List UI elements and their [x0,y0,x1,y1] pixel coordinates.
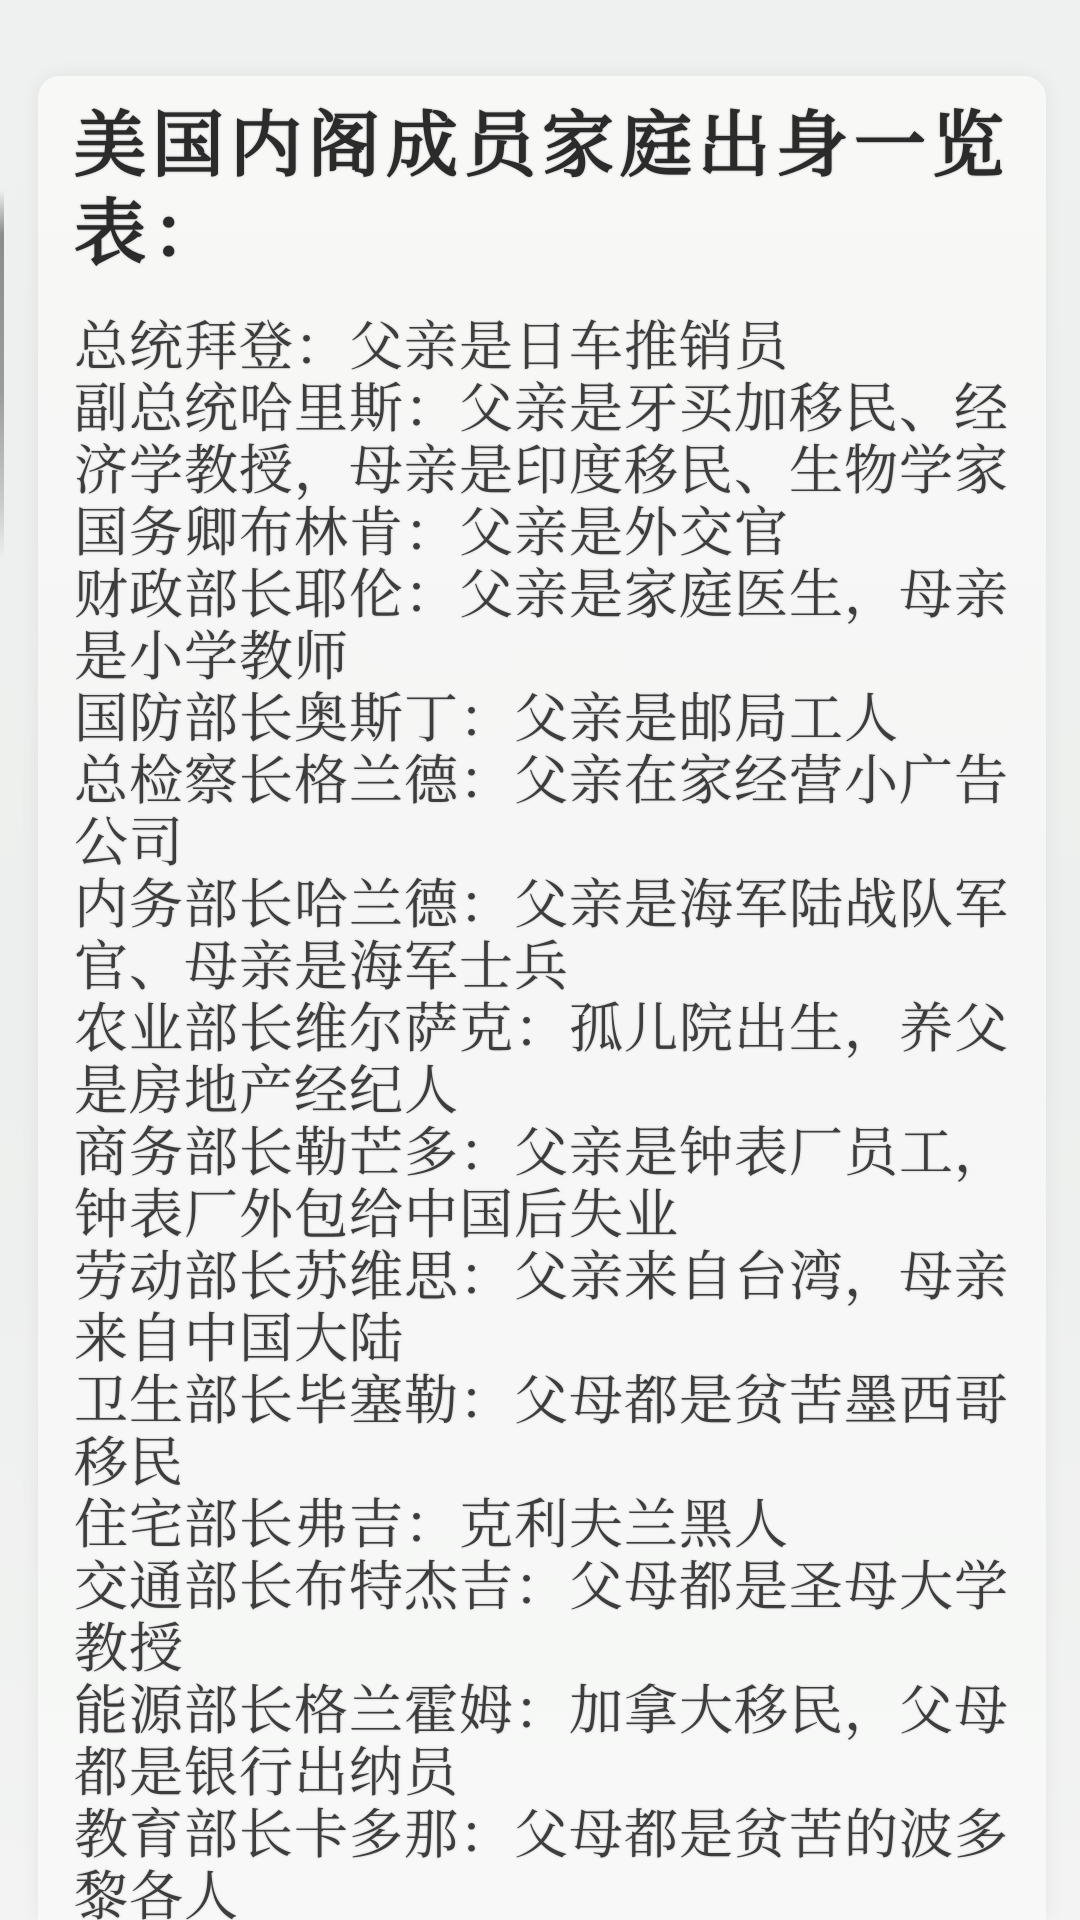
title-line: 表： [74,194,231,274]
body-line: 财政部长耶伦：父亲是家庭医生，母亲 [74,565,1009,625]
body-line: 农业部长维尔萨克：孤儿院出生，养父 [74,999,1009,1059]
body-line: 总检察长格兰德：父亲在家经营小广告 [74,751,1009,811]
body-line: 移民 [74,1433,184,1493]
body-line: 教授 [74,1619,184,1679]
body-line: 公司 [74,813,184,873]
body-line: 是房地产经纪人 [74,1061,459,1121]
body-line: 国防部长奥斯丁：父亲是邮局工人 [74,689,899,749]
body-line: 来自中国大陆 [74,1309,404,1369]
body-line: 交通部长布特杰吉：父母都是圣母大学 [74,1557,1009,1617]
body-line: 副总统哈里斯：父亲是牙买加移民、经 [74,379,1009,439]
body-line: 都是银行出纳员 [74,1743,459,1803]
body-line: 总统拜登：父亲是日车推销员 [74,317,789,377]
document-body [74,316,1010,1920]
body-line: 黎各人 [74,1867,239,1920]
body-line: 是小学教师 [74,627,349,687]
photo-edge-artifact [0,190,4,560]
body-line: 卫生部长毕塞勒：父母都是贫苦墨西哥 [74,1371,1009,1431]
body-line: 济学教授，母亲是印度移民、生物学家 [74,441,1009,501]
body-line: 钟表厂外包给中国后失业 [74,1185,679,1245]
body-line: 劳动部长苏维思：父亲来自台湾，母亲 [74,1247,1009,1307]
title-line: 美国内阁成员家庭出身一览 [74,106,1011,186]
body-line: 国务卿布林肯：父亲是外交官 [74,503,789,563]
body-line: 内务部长哈兰德：父亲是海军陆战队军 [74,875,1009,935]
body-line: 教育部长卡多那：父母都是贫苦的波多 [74,1805,1009,1865]
body-line: 商务部长勒芒多：父亲是钟表厂员工， [74,1123,1009,1183]
body-line: 能源部长格兰霍姆：加拿大移民，父母 [74,1681,1009,1741]
document-title [74,102,1010,278]
body-line: 官、母亲是海军士兵 [74,937,569,997]
body-line: 住宅部长弗吉：克利夫兰黑人 [74,1495,789,1555]
text-card [38,76,1046,1920]
